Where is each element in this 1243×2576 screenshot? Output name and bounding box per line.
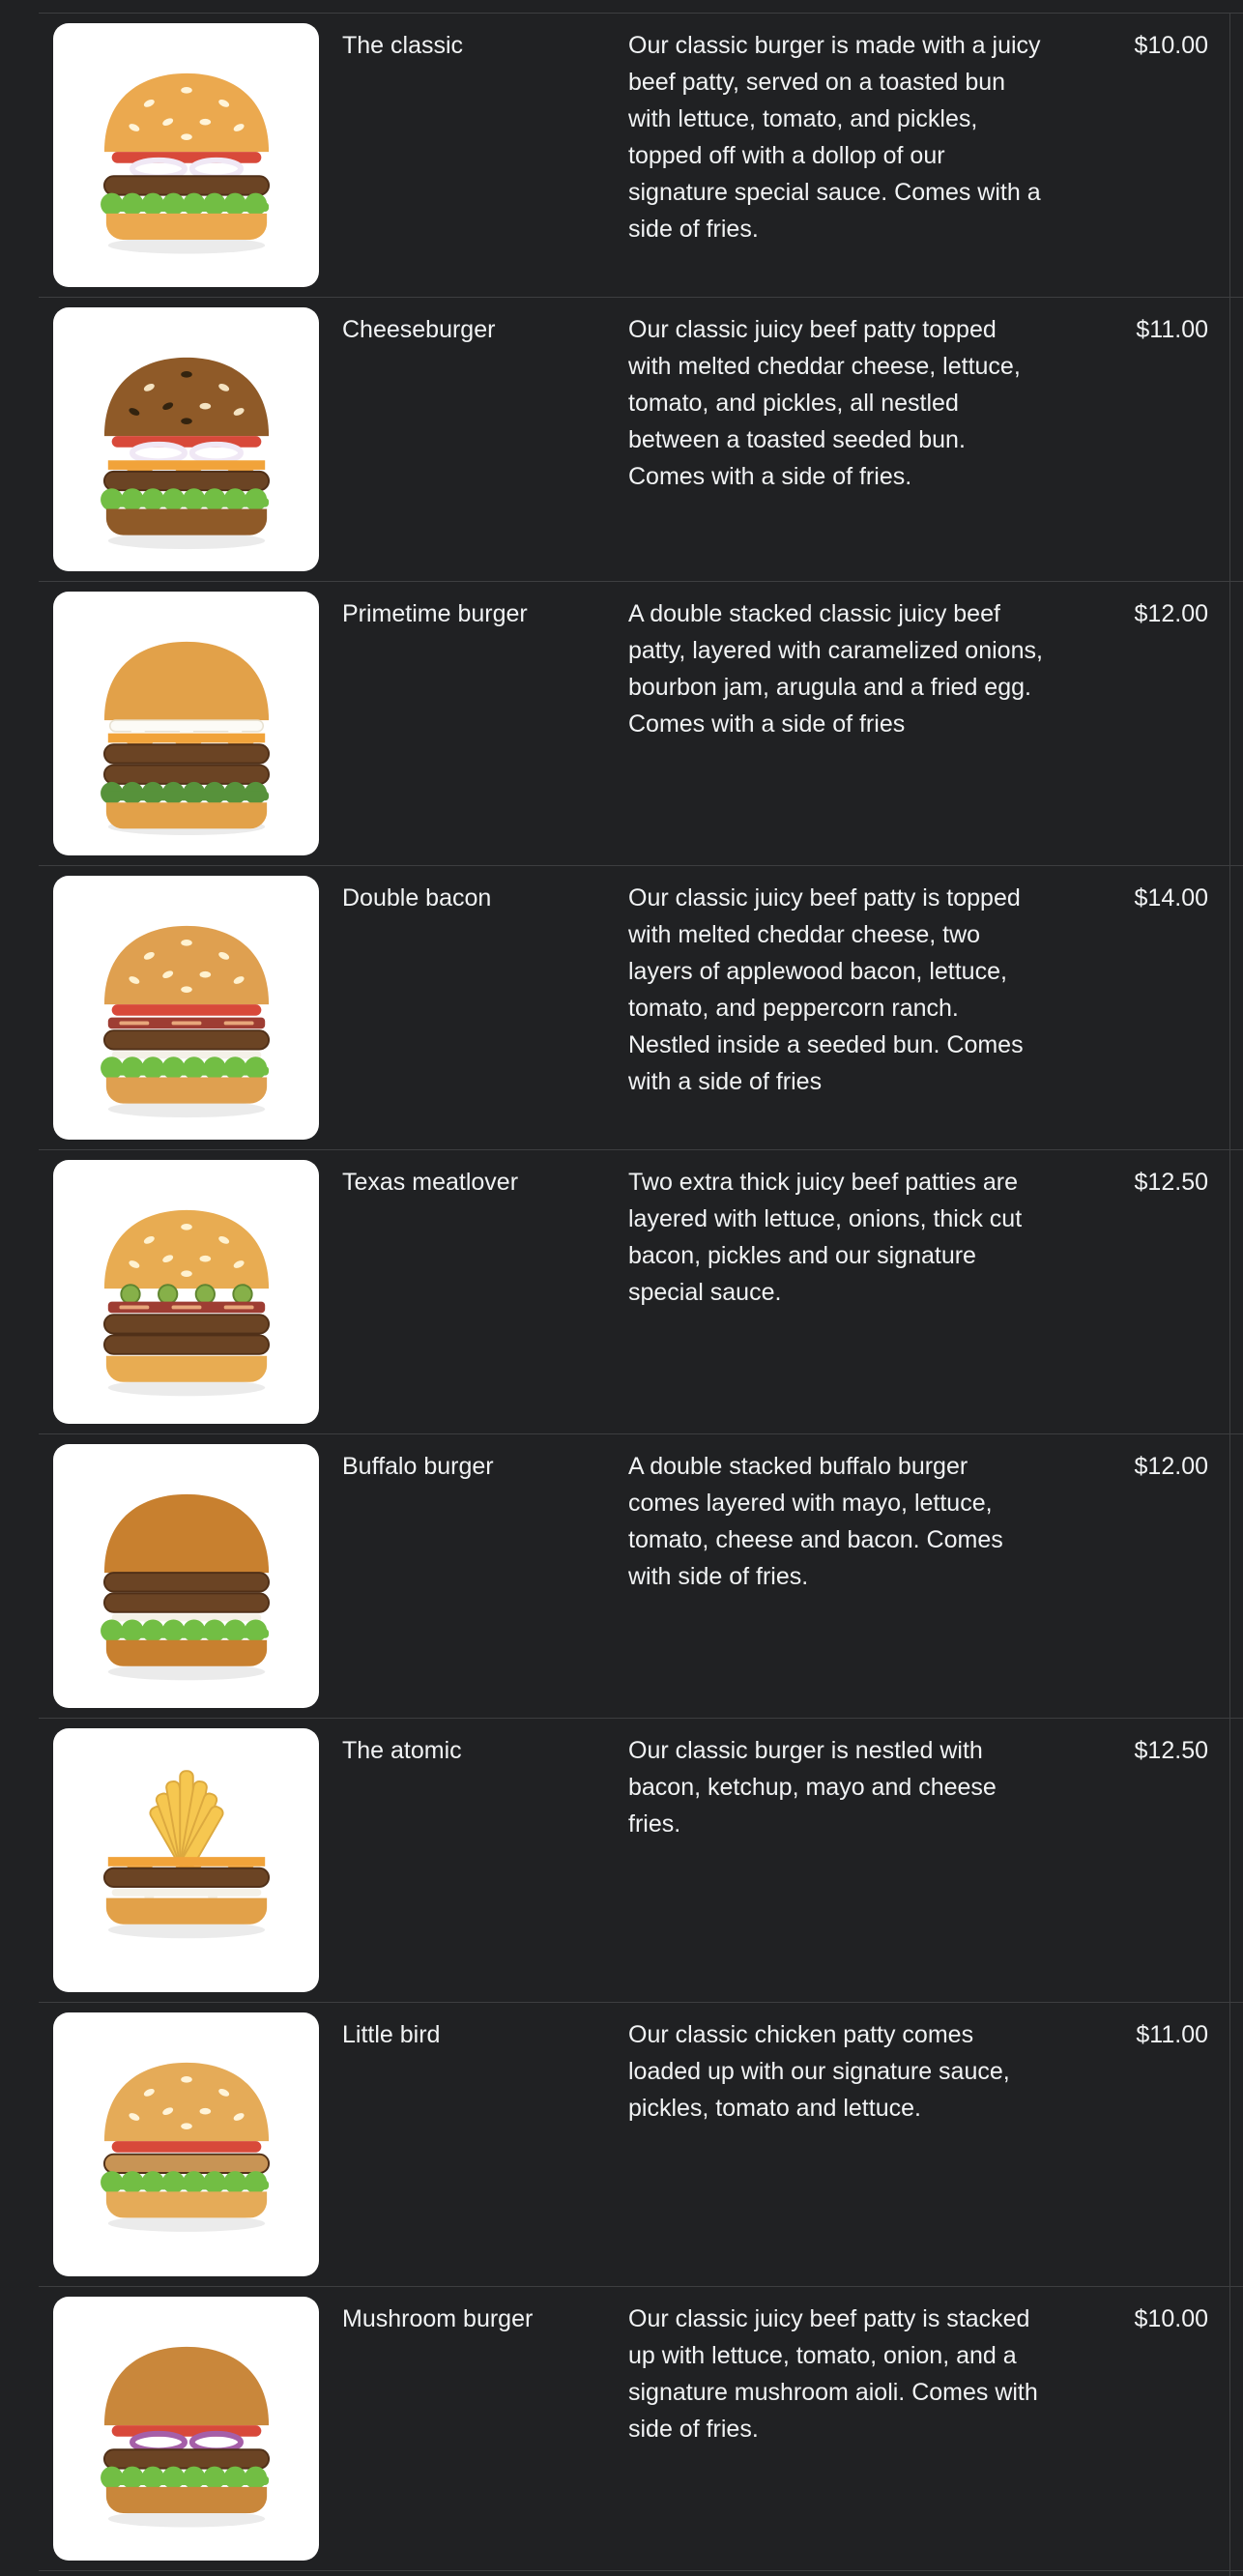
- menu-item-name: Little bird: [342, 2021, 441, 2048]
- menu-item-name: The classic: [342, 32, 464, 59]
- menu-item-description: Our classic burger is nestled with bacon, ketchup, mayo and cheese fries.: [628, 1737, 997, 1838]
- menu-item-photo: [53, 1444, 319, 1708]
- menu-item-description: A double stacked buffalo burger comes layered with mayo, lettuce, tomato, cheese and bacon. Comes with side of fries.: [628, 1453, 1003, 1590]
- menu-item-name: Buffalo burger: [342, 1453, 494, 1480]
- menu-item-photo: [53, 2012, 319, 2276]
- table-column-divider: [1229, 13, 1230, 2576]
- menu-item-price: $10.00: [1134, 32, 1208, 59]
- menu-item-description: Two extra thick juicy beef patties are layered with lettuce, onions, thick cut bacon, pickles and our signature special sauce.: [628, 1169, 1023, 1306]
- menu-item-row[interactable]: [39, 13, 1243, 297]
- menu-item-photo: [53, 1728, 319, 1992]
- menu-item-price: $11.00: [1136, 2021, 1208, 2048]
- menu-item-photo: [53, 307, 319, 571]
- menu-item-price: $14.00: [1134, 884, 1208, 912]
- menu-item-photo: [53, 2297, 319, 2561]
- menu-item-description: Our classic chicken patty comes loaded up with our signature sauce, pickles, tomato and lettuce.: [628, 2021, 1010, 2122]
- menu-item-name: Texas meatlover: [342, 1169, 519, 1196]
- menu-item-price: $12.00: [1134, 600, 1208, 627]
- menu-item-photo: [53, 592, 319, 855]
- menu-item-name: Cheeseburger: [342, 316, 496, 343]
- menu-item-row[interactable]: [39, 1433, 1243, 1718]
- menu-item-price: $12.00: [1134, 1453, 1208, 1480]
- menu-item-photo: [53, 23, 319, 287]
- menu-item-name: Double bacon: [342, 884, 492, 912]
- menu-item-row[interactable]: [39, 297, 1243, 581]
- menu-item-photo: [53, 876, 319, 1140]
- menu-item-description: Our classic juicy beef patty topped with melted cheddar cheese, lettuce, tomato, and pickles, all nestled between a toasted seeded bun. Comes with a side of fries.: [628, 316, 1021, 490]
- menu-item-row[interactable]: [39, 865, 1243, 1149]
- menu-item-description: Our classic burger is made with a juicy beef patty, served on a toasted bun with lettuce, tomato, and pickles, topped off with a dollop of our signature special sauce. Comes with a side of fries.: [628, 32, 1041, 243]
- menu-item-name: Mushroom burger: [342, 2305, 534, 2332]
- menu-item-row[interactable]: [39, 2286, 1243, 2570]
- menu-item-row[interactable]: [39, 1149, 1243, 1433]
- menu-item-price: $11.00: [1136, 316, 1208, 343]
- menu-item-name: The atomic: [342, 1737, 462, 1764]
- menu-table: [39, 13, 1243, 2571]
- menu-item-row[interactable]: [39, 581, 1243, 865]
- menu-item-description: Our classic juicy beef patty is topped with melted cheddar cheese, two layers of applewood bacon, lettuce, tomato, and peppercorn ranch. Nestled inside a seeded bun. Comes with a side of fries: [628, 884, 1024, 1095]
- menu-item-row[interactable]: [39, 2002, 1243, 2286]
- menu-item-description: Our classic juicy beef patty is stacked up with lettuce, tomato, onion, and a signature mushroom aioli. Comes with side of fries.: [628, 2305, 1038, 2443]
- menu-item-price: $12.50: [1134, 1737, 1208, 1764]
- menu-item-price: $12.50: [1134, 1169, 1208, 1196]
- menu-item-photo: [53, 1160, 319, 1424]
- menu-item-name: Primetime burger: [342, 600, 528, 627]
- menu-item-row[interactable]: [39, 1718, 1243, 2002]
- menu-item-price: $10.00: [1134, 2305, 1208, 2332]
- menu-item-description: A double stacked classic juicy beef patty, layered with caramelized onions, bourbon jam, arugula and a fried egg. Comes with a side of fries: [628, 600, 1043, 738]
